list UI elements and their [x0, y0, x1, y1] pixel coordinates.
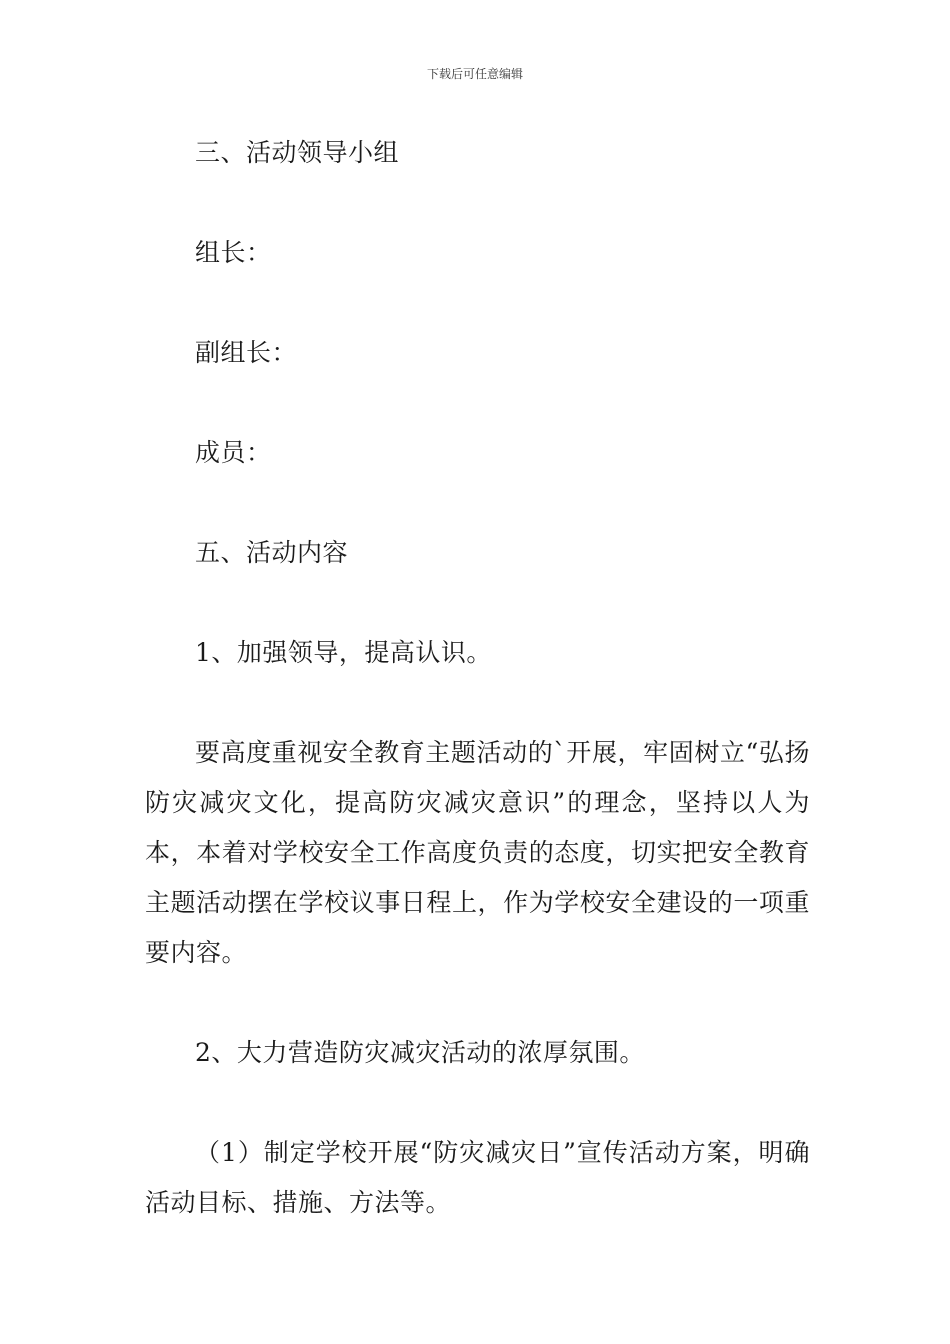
members-line: 成员：	[195, 438, 272, 467]
item-1-heading: 1、加强领导，提高认识。	[195, 638, 492, 667]
item-1-body-paragraph: 要高度重视安全教育主题活动的`开展，牢固树立“弘扬防灾减灾文化，提高防灾减灾意识”的理念，坚持以人为本，本着对学校安全工作高度负责的态度，切实把安全教育主题活动摆在学校议事日程上，作为学校安全建设的一项重要内容。	[145, 738, 810, 967]
item-2-sub-1-paragraph: （1）制定学校开展“防灾减灾日”宣传活动方案，明确活动目标、措施、方法等。	[145, 1138, 810, 1217]
page-header: 下载后可任意编辑	[426, 67, 523, 81]
item-2-heading: 2、大力营造防灾减灾活动的浓厚氛围。	[195, 1038, 645, 1067]
section-heading-activity-content: 五、活动内容	[195, 538, 349, 567]
document-body	[145, 128, 810, 1228]
deputy-leader-line: 副组长：	[195, 338, 298, 367]
group-leader-line: 组长：	[195, 238, 272, 267]
section-heading-leadership-group: 三、活动领导小组	[195, 138, 400, 167]
